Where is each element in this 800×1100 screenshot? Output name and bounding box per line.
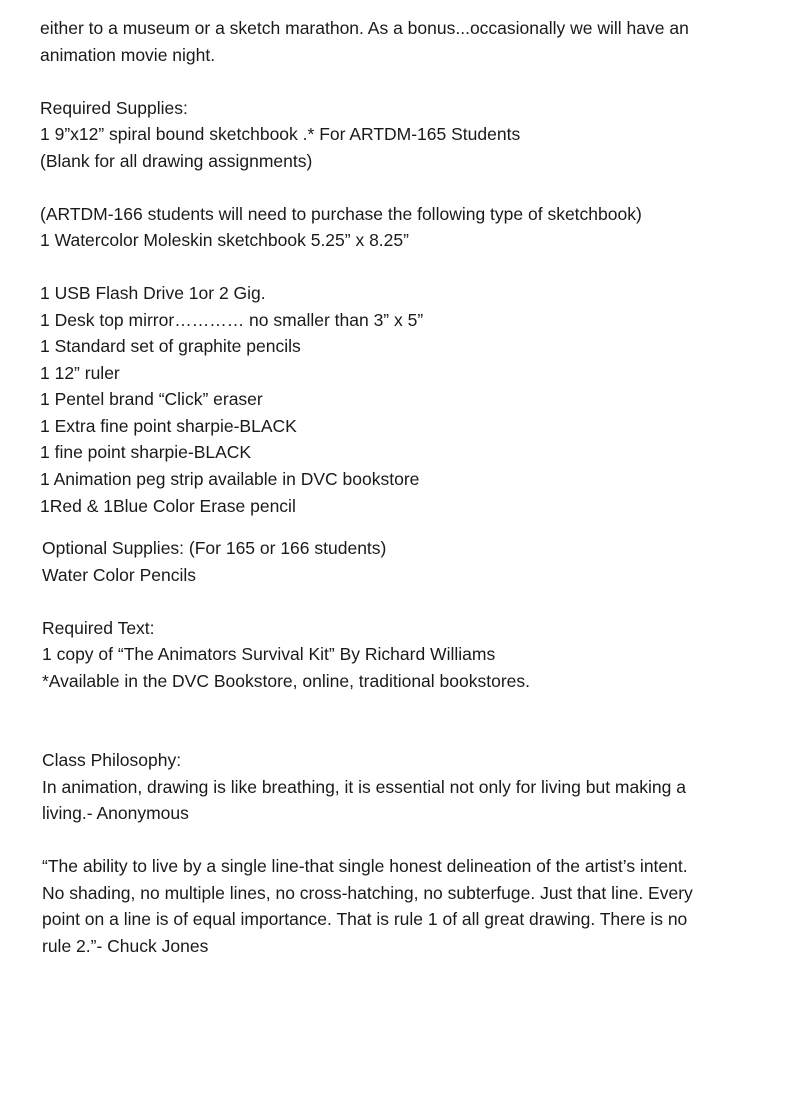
supply-item: 1 Standard set of graphite pencils [40,336,301,356]
philosophy-quote-line: rule 2.”- Chuck Jones [42,936,209,956]
supply-item: 1 fine point sharpie-BLACK [40,442,252,462]
philosophy-quote-line: living.- Anonymous [42,803,189,823]
required-text-item: *Available in the DVC Bookstore, online, traditional bookstores. [42,671,531,691]
intro-line: either to a museum or a sketch marathon. As a bonus...occasionally we will have an [40,18,689,38]
philosophy-quote-line: No shading, no multiple lines, no cross-hatching, no subterfuge. Just that line. Every [42,883,693,903]
supply-item: 1 Pentel brand “Click” eraser [40,389,263,409]
supply-item: 1 Extra fine point sharpie-BLACK [40,416,297,436]
optional-supplies-heading: Optional Supplies: (For 165 or 166 students) [42,538,387,558]
supply-item: (ARTDM-166 students will need to purchase the following type of sketchbook) [40,204,642,224]
supply-item: 1 9”x12” spiral bound sketchbook .* For ARTDM-165 Students [40,124,521,144]
supply-item: 1 Animation peg strip available in DVC bookstore [40,469,420,489]
required-text-heading: Required Text: [42,618,155,638]
class-philosophy-heading: Class Philosophy: [42,750,182,770]
supply-item: 1 USB Flash Drive 1or 2 Gig. [40,283,266,303]
philosophy-quote-line: point on a line is of equal importance. That is rule 1 of all great drawing. There is no [42,909,688,929]
philosophy-quote-line: In animation, drawing is like breathing, it is essential not only for living but making a [42,777,686,797]
required-text-item: 1 copy of “The Animators Survival Kit” By Richard Williams [42,644,496,664]
intro-line: animation movie night. [40,45,216,65]
supply-item: 1 Desk top mirror………… no smaller than 3” x 5” [40,310,424,330]
supply-item: 1Red & 1Blue Color Erase pencil [40,496,296,516]
required-supplies-heading: Required Supplies: [40,98,188,118]
supply-item: 1 12” ruler [40,363,120,383]
supply-item: (Blank for all drawing assignments) [40,151,313,171]
optional-supply-item: Water Color Pencils [42,565,196,585]
supply-item: 1 Watercolor Moleskin sketchbook 5.25” x 8.25” [40,230,409,250]
philosophy-quote-line: “The ability to live by a single line-that single honest delineation of the artist’s intent. [42,856,688,876]
